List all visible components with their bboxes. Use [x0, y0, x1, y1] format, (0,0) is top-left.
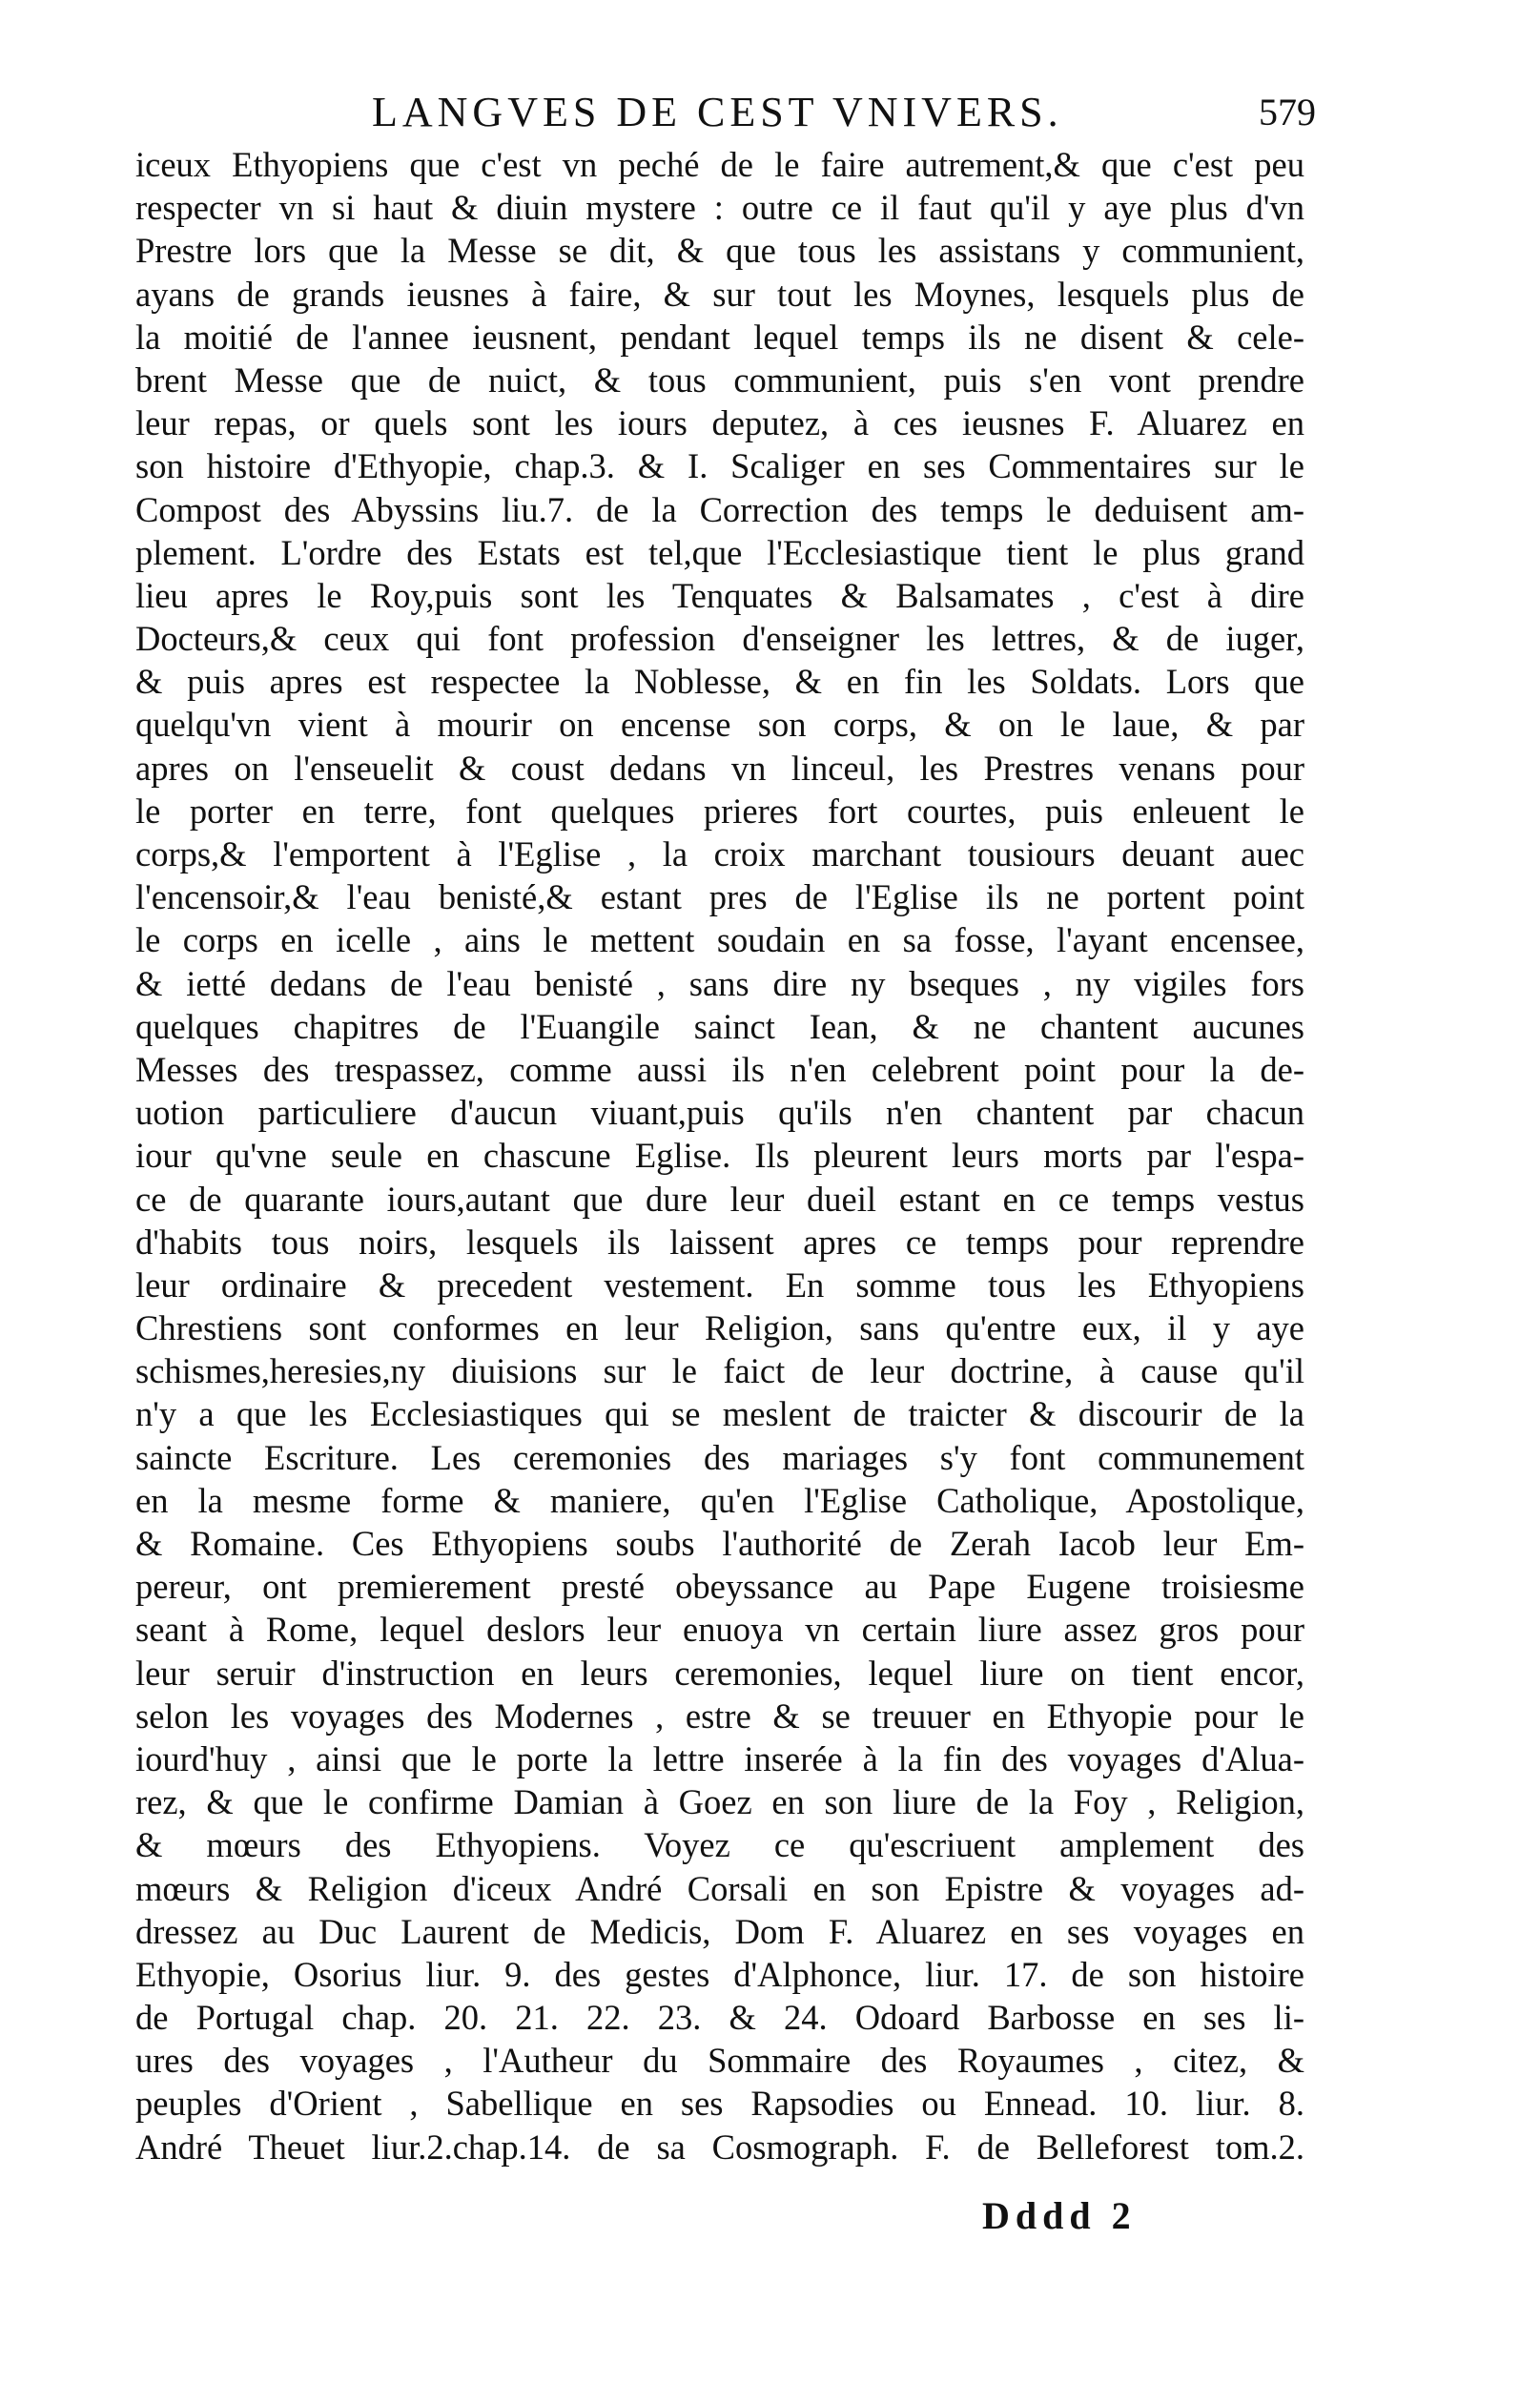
text-line-7: leur repas, or quels sont les iours deputez, à ces ieusnes F. Aluarez en [135, 403, 1304, 443]
text-line-47: André Theuet liur.2.chap.14. de sa Cosmograph. F. de Belleforest tom.2. [135, 2127, 1304, 2167]
text-line-31: saincte Escriture. Les ceremonies des mariages s'y font communement [135, 1437, 1304, 1477]
text-line-3: Prestre lors que la Messe se dit, & que tous les assistans y communient, [135, 231, 1304, 271]
page-number: 579 [1259, 91, 1316, 134]
text-line-21: quelques chapitres de l'Euangile sainct Iean, & ne chantent aucunes [135, 1006, 1304, 1046]
text-line-24: iour qu'vne seule en chascune Eglise. Ils pleurent leurs morts par l'espa- [135, 1136, 1304, 1176]
text-line-12: Docteurs,& ceux qui font profession d'enseigner les lettres, & de iuger, [135, 619, 1304, 659]
text-line-41: mœurs & Religion d'iceux André Corsali en son Epistre & voyages ad- [135, 1868, 1304, 1908]
text-line-35: seant à Rome, lequel deslors leur enuoya vn certain liure assez gros pour [135, 1610, 1304, 1650]
text-line-17: corps,& l'emportent à l'Eglise , la croix marchant tousiours deuant auec [135, 834, 1304, 873]
text-line-18: l'encensoir,& l'eau benisté,& estant pres de l'Eglise ils ne portent point [135, 877, 1304, 917]
text-line-22: Messes des trespassez, comme aussi ils n'en celebrent point pour la de- [135, 1049, 1304, 1089]
running-title: LANGVES DE CEST VNIVERS. [372, 89, 1063, 135]
text-line-5: la moitié de l'annee ieusnent, pendant lequel temps ils ne disent & cele- [135, 317, 1304, 357]
text-line-4: ayans de grands ieusnes à faire, & sur tout les Moynes, lesquels plus de [135, 274, 1304, 314]
text-line-34: pereur, ont premierement presté obeyssance au Pape Eugene troisiesme [135, 1567, 1304, 1607]
body-text [135, 143, 1304, 2168]
text-line-10: plement. L'ordre des Estats est tel,que l'Ecclesiastique tient le plus grand [135, 532, 1304, 572]
text-line-9: Compost des Abyssins liu.7. de la Correction des temps le deduisent am- [135, 489, 1304, 529]
text-line-37: selon les voyages des Modernes , estre & se treuuer en Ethyopie pour le [135, 1696, 1304, 1736]
text-line-6: brent Messe que de nuict, & tous communient, puis s'en vont prendre [135, 360, 1304, 400]
text-line-32: en la mesme forme & maniere, qu'en l'Eglise Catholique, Apostolique, [135, 1480, 1304, 1520]
text-line-16: le porter en terre, font quelques prieres fort courtes, puis enleuent le [135, 791, 1304, 831]
text-line-30: n'y a que les Ecclesiastiques qui se meslent de traicter & discourir de la [135, 1394, 1304, 1434]
text-line-25: ce de quarante iours,autant que dure leur dueil estant en ce temps vestus [135, 1179, 1304, 1219]
text-line-19: le corps en icelle , ains le mettent soudain en sa fosse, l'ayant encensee, [135, 920, 1304, 960]
text-line-8: son histoire d'Ethyopie, chap.3. & I. Scaliger en ses Commentaires sur le [135, 446, 1304, 486]
running-head [133, 88, 1316, 145]
text-line-27: leur ordinaire & precedent vestement. En somme tous les Ethyopiens [135, 1264, 1304, 1305]
text-line-46: peuples d'Orient , Sabellique en ses Rapsodies ou Ennead. 10. liur. 8. [135, 2084, 1304, 2124]
text-line-20: & ietté dedans de l'eau benisté , sans dire ny bseques , ny vigiles fors [135, 963, 1304, 1003]
text-line-43: Ethyopie, Osorius liur. 9. des gestes d'Alphonce, liur. 17. de son histoire [135, 1954, 1304, 1994]
text-line-44: de Portugal chap. 20. 21. 22. 23. & 24. Odoard Barbosse en ses li- [135, 1998, 1304, 2038]
text-line-11: lieu apres le Roy,puis sont les Tenquates & Balsamates , c'est à dire [135, 575, 1304, 615]
signature-mark: Dddd 2 [982, 2194, 1137, 2237]
text-line-45: ures des voyages , l'Autheur du Sommaire des Royaumes , citez, & [135, 2041, 1304, 2081]
text-line-23: uotion particuliere d'aucun viuant,puis qu'ils n'en chantent par chacun [135, 1093, 1304, 1133]
text-line-33: & Romaine. Ces Ethyopiens soubs l'authorité de Zerah Iacob leur Em- [135, 1524, 1304, 1563]
text-line-26: d'habits tous noirs, lesquels ils laissent apres ce temps pour reprendre [135, 1222, 1304, 1262]
text-line-29: schismes,heresies,ny diuisions sur le faict de leur doctrine, à cause qu'il [135, 1351, 1304, 1391]
text-line-38: iourd'huy , ainsi que le porte la lettre inserée à la fin des voyages d'Alua- [135, 1738, 1304, 1778]
text-line-13: & puis apres est respectee la Noblesse, & en fin les Soldats. Lors que [135, 662, 1304, 702]
text-line-40: & mœurs des Ethyopiens. Voyez ce qu'escriuent amplement des [135, 1825, 1304, 1865]
text-line-15: apres on l'enseuelit & coust dedans vn linceul, les Prestres venans pour [135, 748, 1304, 788]
text-line-42: dressez au Duc Laurent de Medicis, Dom F. Aluarez en ses voyages en [135, 1911, 1304, 1951]
text-line-14: quelqu'vn vient à mourir on encense son corps, & on le laue, & par [135, 705, 1304, 745]
text-line-39: rez, & que le confirme Damian à Goez en son liure de la Foy , Religion, [135, 1782, 1304, 1822]
text-line-2: respecter vn si haut & diuin mystere : outre ce il faut qu'il y aye plus d'vn [135, 188, 1304, 228]
text-line-28: Chrestiens sont conformes en leur Religion, sans qu'entre eux, il y aye [135, 1308, 1304, 1348]
text-line-36: leur seruir d'instruction en leurs ceremonies, lequel liure on tient encor, [135, 1653, 1304, 1693]
text-line-1: iceux Ethyopiens que c'est vn peché de le faire autrement,& que c'est peu [135, 145, 1304, 184]
